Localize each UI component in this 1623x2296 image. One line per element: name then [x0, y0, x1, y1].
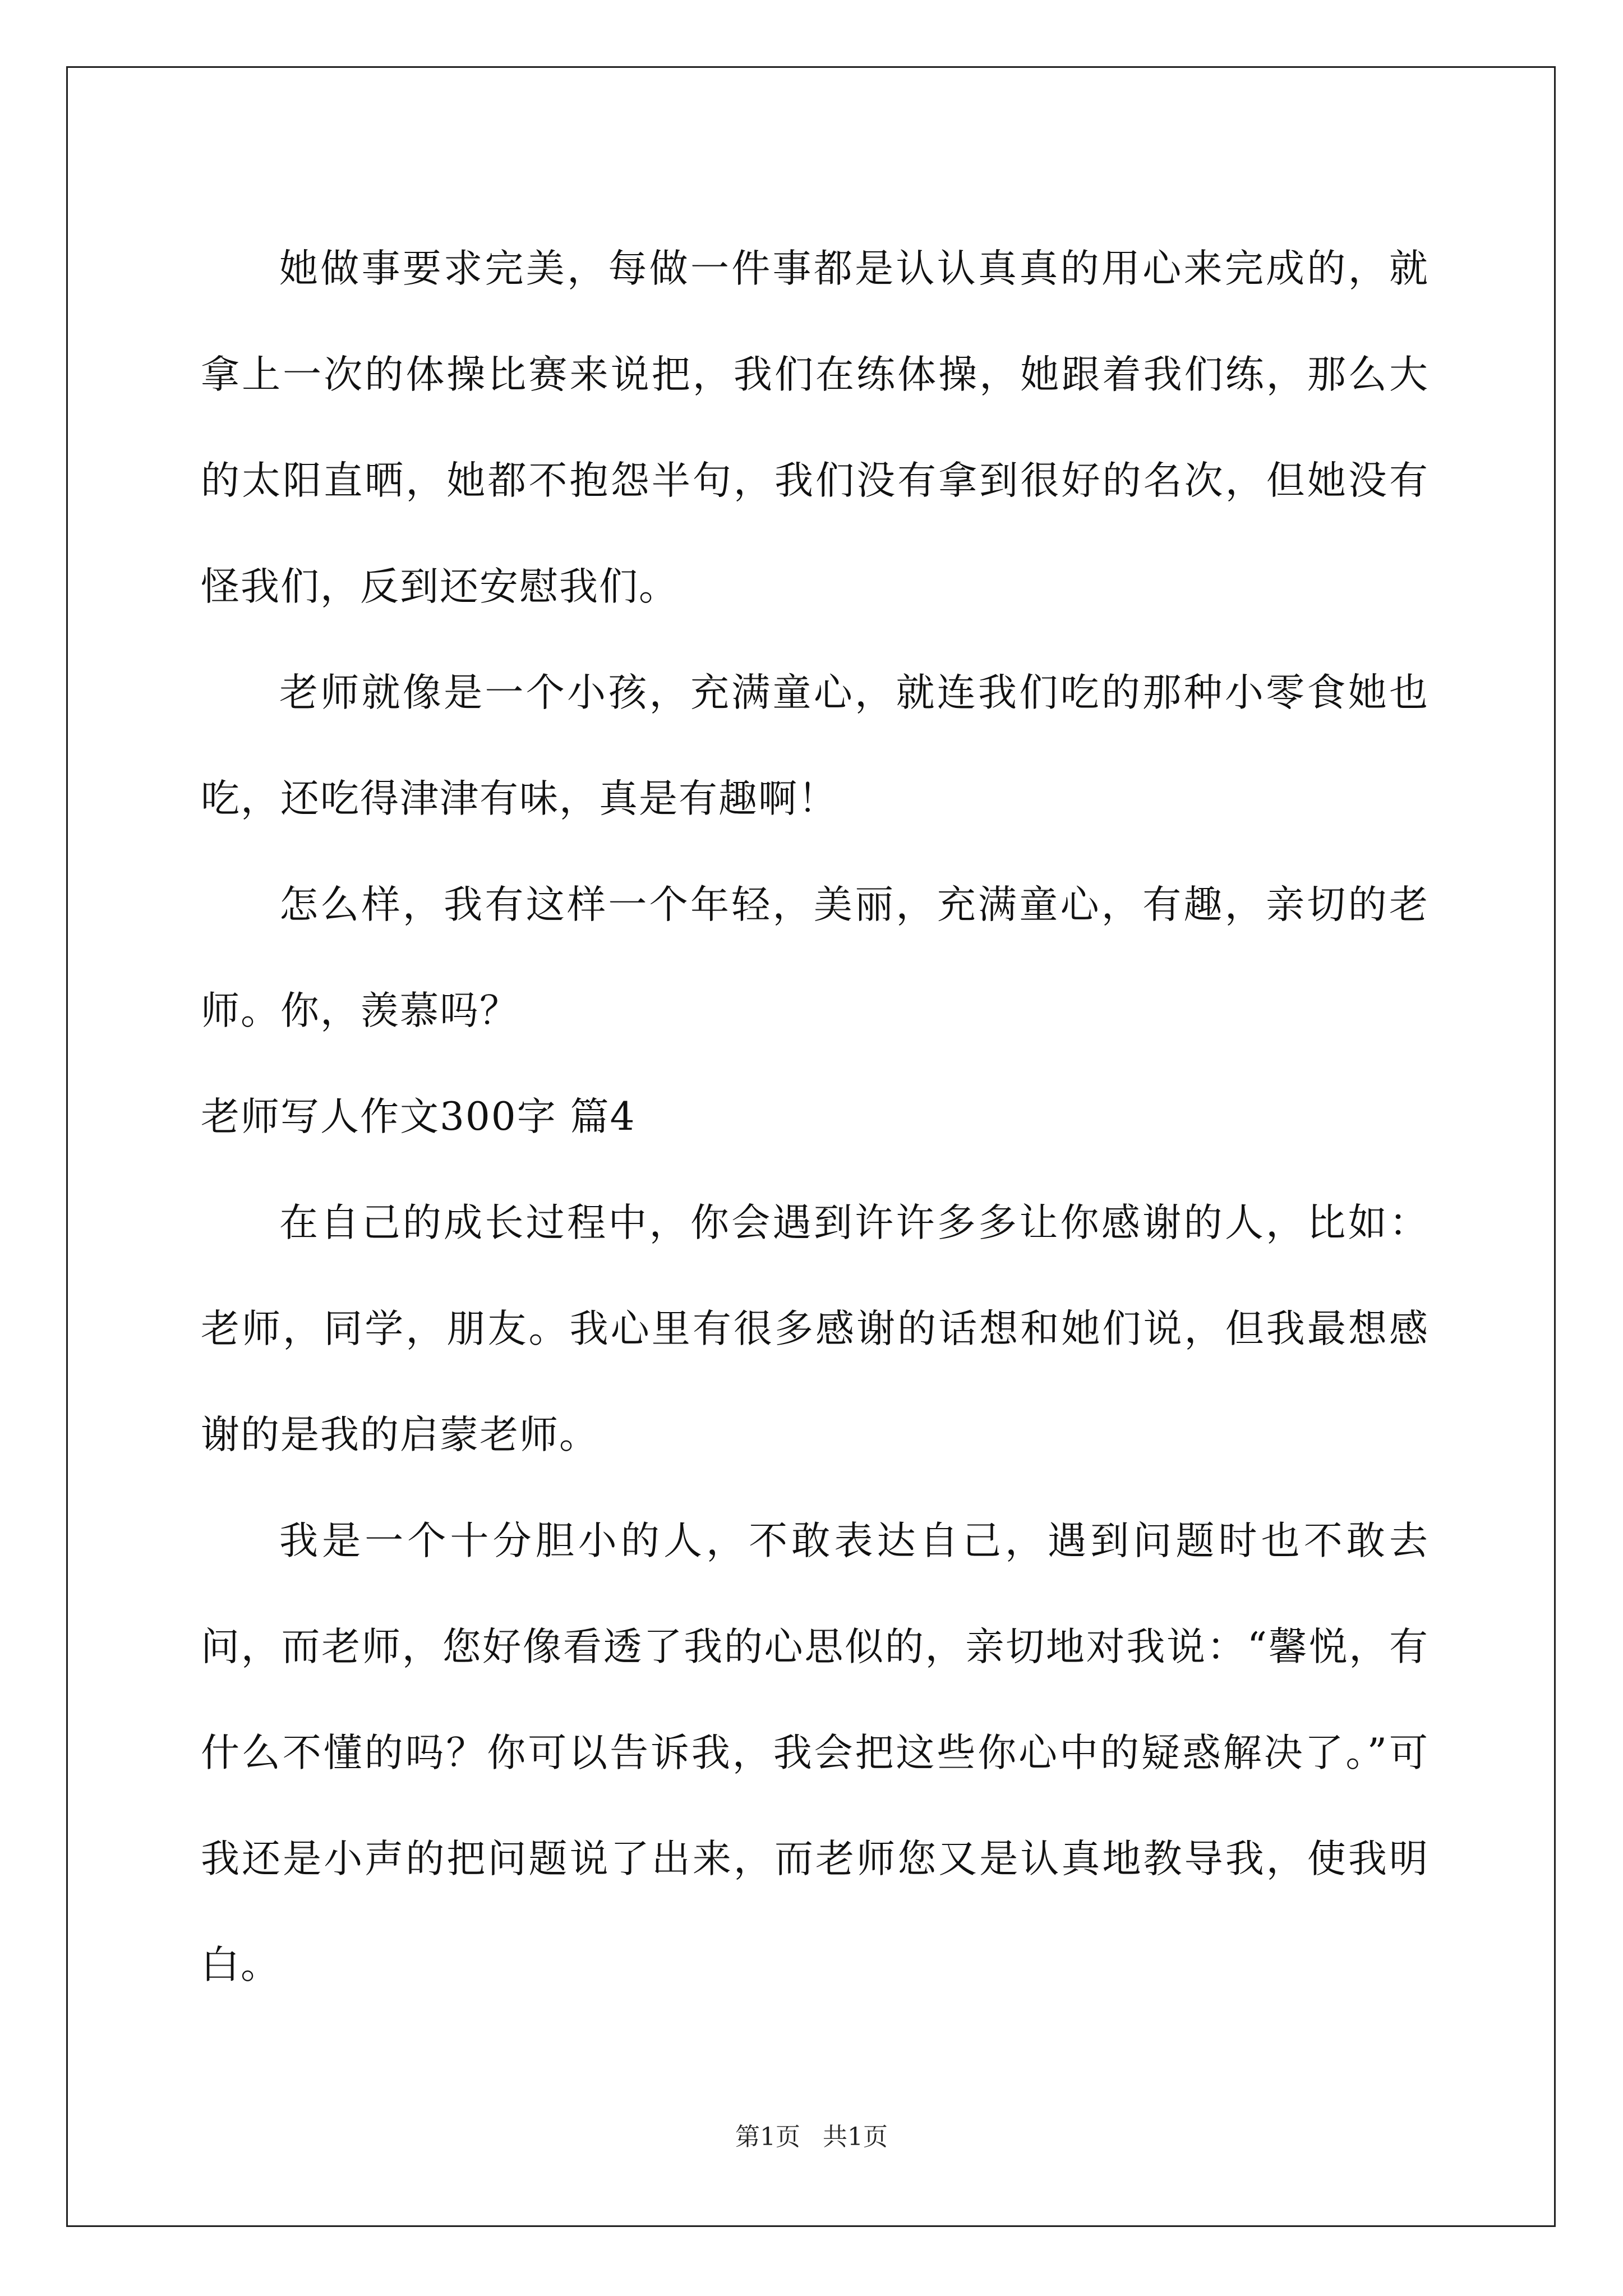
section-heading: 老师写人作文300字 篇4: [201, 1094, 636, 1139]
paragraph: 在自己的成长过程中，你会遇到许许多多让你感谢的人，比如：老师，同学，朋友。我心里有很多感谢的话想和她们说，但我最想感谢的是我的启蒙老师。: [201, 1200, 1429, 1457]
page-footer: [0, 2120, 1623, 2154]
document-body: [201, 216, 1429, 2018]
paragraph: 老师就像是一个小孩，充满童心，就连我们吃的那种小零食她也吃，还吃得津津有味，真是有趣啊！: [201, 670, 1429, 821]
paragraph: 她做事要求完美，每做一件事都是认认真真的用心来完成的，就拿上一次的体操比赛来说把，我们在练体操，她跟着我们练，那么大的太阳直晒，她都不抱怨半句，我们没有拿到很好的名次，但她没有怪我们，反到还安慰我们。: [201, 246, 1429, 609]
paragraph: 怎么样，我有这样一个年轻，美丽，充满童心，有趣，亲切的老师。你，羡慕吗？: [201, 882, 1429, 1033]
page-number-total: 共1页: [823, 2123, 888, 2151]
page-number-current: 第1页: [735, 2123, 800, 2151]
paragraph: 我是一个十分胆小的人，不敢表达自己，遇到问题时也不敢去问，而老师，您好像看透了我的心思似的，亲切地对我说：“馨悦，有什么不懂的吗？你可以告诉我，我会把这些你心中的疑惑解决了。”可我还是小声的把问题说了出来，而老师您又是认真地教导我，使我明白。: [201, 1519, 1429, 1987]
